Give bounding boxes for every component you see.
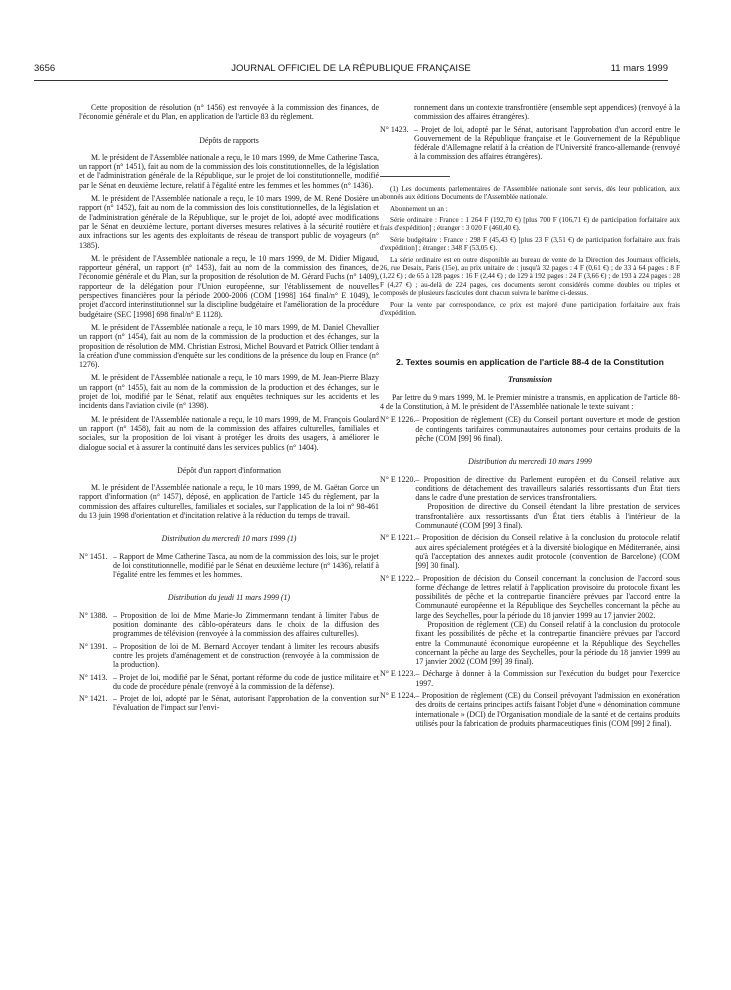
entry-ref: N° 1413. xyxy=(79,672,108,682)
continuation-text: ronnement dans un contexte transfrontière (ensemble sept appendices) (renvoyé à la commission des affaires étrangères). xyxy=(414,103,680,122)
left-column xyxy=(79,103,379,716)
footnote-serie-budgetaire: Série budgétaire : France : 298 F (45,43 €) [plus 23 F (3,51 €) de participation forfaitaire aux frais d'expédition] ; étranger : 348 F (53,05 €). xyxy=(380,235,680,253)
info-paragraph: M. le président de l'Assemblée nationale a reçu, le 10 mars 1999, de M. Gaëtan Gorce un rapport d'information (n° 1457), déposé, en application de l'article 145 du règlement, par la commission des affaires culturelles, familiales et sociales, sur l'application de la loi n° 98-461 du 13 juin 1998 d'orientation et d'incitation relative à la réduction du temps de travail. xyxy=(79,483,379,520)
list-item xyxy=(380,533,680,570)
entry-ref: N° E 1221. xyxy=(380,533,416,543)
right-column xyxy=(380,103,680,731)
footnote-correspondance: Pour la vente par correspondance, ce prix est majoré d'une participation forfaitaire aux frais d'expédition. xyxy=(380,300,680,318)
footnote-serie-ordinaire: Série ordinaire : France : 1 264 F (192,70 €) [plus 700 F (106,71 €) de participation forfaitaire aux frais d'expédition] ; étranger : 3 020 F (460,40 €). xyxy=(380,216,680,233)
depot-paragraph: M. le président de l'Assemblée nationale a reçu, le 10 mars 1999, de M. Didier Migaud, rapporteur général, un rapport (n° 1453), fait au nom de la commission des finances, de l'économie générale et du Plan, sur la proposition de résolution de M. Gérard Fuchs (n° 1409), rapporteur de la délégation pour l'Union européenne, sur l'établissement de nouvelles perspectives financières pour la période 2000-2006 (COM [1998] 164 final/n° E 1049), le projet d'accord interinstitutionnel sur la discipline budgétaire et l'amélioration de la procédure budgétaire (SEC [1998] 698 final/n° E 1128). xyxy=(79,253,379,319)
intro-paragraph: Cette proposition de résolution (n° 1456) est renvoyée à la commission des finances, de l'économie générale et du Plan, en application de l'article 83 du règlement. xyxy=(79,103,379,122)
header-rule xyxy=(34,80,668,81)
entry-text: – Proposition de décision du Conseil concernant la conclusion de l'accord sous forme d'échange de lettres relatif à l'application provisoire du protocole fixant les possibilités de pêche et la contrepartie financière prévues par l'accord entre la Communauté européenne et la République des Seychelles concernant la pêche au large des Seychelles, pour la période du 18 janvier 1999 au 17 janvier 2002. xyxy=(415,573,680,620)
entry-subtext: Proposition de directive du Conseil étendant la libre prestation de services transfrontalière aux ressortissants d'un État tiers établis à l'intérieur de la Communauté (COM [99] 3 final). xyxy=(415,502,680,531)
distribution-heading: Distribution du mercredi 10 mars 1999 xyxy=(468,457,592,467)
entry-body xyxy=(415,475,680,531)
list-item xyxy=(79,694,379,713)
transmission-heading: Transmission xyxy=(508,375,552,385)
page-header xyxy=(34,63,668,77)
depot-paragraph: M. le président de l'Assemblée nationale a reçu, le 10 mars 1999, de Mme Catherine Tasca, un rapport (n° 1451), fait au nom de la commission des lois constitutionnelles, de la législation et de l'administration générale de la République, sur le projet de loi constitutionnelle, modifié par le Sénat en deuxième lecture, relatif à l'égalité entre les femmes et les hommes (n° 1436). xyxy=(79,152,379,190)
entry-ref: N° E 1224. xyxy=(380,691,416,701)
footnote-rule xyxy=(380,176,450,177)
info-heading: Dépôt d'un rapport d'information xyxy=(177,465,281,475)
journal-title: JOURNAL OFFICIEL DE LA RÉPUBLIQUE FRANÇAISE xyxy=(231,63,471,74)
entry-text: – Proposition de règlement (CE) du Conseil portant ouverture et mode de gestion de contingents tarifaires communautaires autonomes pour certains produits de la pêche (COM [99] 96 final). xyxy=(415,415,680,443)
list-item xyxy=(79,552,379,580)
entry-ref: N° E 1226. xyxy=(380,415,416,425)
entry-ref: N° E 1220. xyxy=(380,474,416,484)
depot-paragraph: M. le président de l'Assemblée nationale a reçu, le 10 mars 1999, de M. François Goulard un rapport (n° 1458), fait au nom de la commission des affaires culturelles, familiales et sociales, sur la proposition de loi visant à protéger les droits des usagers, à améliorer le dialogue social et à assurer la continuité dans les services publics (n° 1404). xyxy=(79,414,379,452)
transmission-intro: Par lettre du 9 mars 1999, M. le Premier ministre a transmis, en application de l'article 88-4 de la Constitution, à M. le président de l'Assemblée nationale le texte suivant : xyxy=(380,392,680,412)
entry-text: – Proposition de directive du Parlement européen et du Conseil relative aux conditions de détachement des travailleurs salariés ressortissants d'un État tiers dans le cadre d'une prestation de services transfrontaliers. xyxy=(415,474,680,503)
entry-text: – Proposition de décision du Conseil relative à la conclusion du protocole relatif aux aires spécialement protégées et à la diversité biologique en Méditerranée, ainsi qu'à l'acceptation des annexes audit protocole (convention de Barcelone) (COM [99] 30 final). xyxy=(415,533,680,571)
footnote xyxy=(380,185,680,318)
section-title: 2. Textes soumis en application de l'article 88-4 de la Constitution xyxy=(396,357,664,368)
entry-ref: N° 1451. xyxy=(79,551,108,561)
entry-ref: N° 1391. xyxy=(79,641,108,651)
list-item xyxy=(380,691,680,728)
entry-ref: N° 1421. xyxy=(79,694,108,704)
issue-date: 11 mars 1999 xyxy=(610,63,668,74)
entry-text: – Projet de loi, modifié par le Sénat, portant réforme du code de justice militaire et du code de procédure pénale (renvoyé à la commission de la défense). xyxy=(113,672,379,691)
distribution-heading: Distribution du jeudi 11 mars 1999 (1) xyxy=(167,593,291,603)
list-item xyxy=(380,125,680,162)
depot-paragraph: M. le président de l'Assemblée nationale a reçu, le 10 mars 1999, de M. Jean-Pierre Blazy un rapport (n° 1455), fait au nom de la commission de la production et des échanges, sur le projet de loi, modifié par le Sénat, relatif aux enquêtes techniques sur les accidents et les incidents dans l'aviation civile (n° 1398). xyxy=(79,373,379,411)
entry-text: – Proposition de loi de Mme Marie-Jo Zimmermann tendant à limiter l'abus de position dominante des câblo-opérateurs dans le choix de la diffusion des programmes de télévision (renvoyée à la commission des affaires culturelles). xyxy=(113,610,379,639)
entry-subtext: Proposition de règlement (CE) du Conseil relatif à la conclusion du protocole fixant les possibilités de pêche et la contrepartie financière prévues par l'accord entre la Communauté économique européenne et la République des Seychelles concernant la pêche au large des Seychelles, pour la période du 18 janvier 1999 au 17 janvier 2002 (COM [99] 39 final). xyxy=(415,620,680,667)
list-item xyxy=(380,574,680,667)
list-item xyxy=(380,669,680,688)
list-item xyxy=(79,642,379,670)
entry-ref: N° E 1222. xyxy=(380,573,416,583)
entry-text: – Rapport de Mme Catherine Tasca, au nom de la commission des lois, sur le projet de loi constitutionnelle, modifié par le Sénat en deuxième lecture (n° 1436), relatif à l'égalité entre les femmes et les hommes. xyxy=(113,551,379,580)
entry-text: – Proposition de loi de M. Bernard Accoyer tendant à limiter les recours abusifs contre les projets d'aménagement et de construction (renvoyée à la commission de la production). xyxy=(113,641,379,670)
list-item xyxy=(380,475,680,531)
list-item xyxy=(79,673,379,692)
entry-text: – Projet de loi, adopté par le Sénat, autorisant l'approbation d'un accord entre le Gouvernement de la République française et le Gouvernement de la République fédérale d'Allemagne relatif à la création de l'Université franco-allemande (renvoyé à la commission des affaires étrangères). xyxy=(414,124,680,162)
list-item xyxy=(380,415,680,443)
page-number: 3656 xyxy=(34,63,56,74)
entry-ref: N° 1388. xyxy=(79,610,108,620)
entry-ref: N° E 1223. xyxy=(380,669,416,679)
footnote-vente: La série ordinaire est en outre disponible au bureau de vente de la Direction des Journaux officiels, 26, rue Desaix, Paris (15e), au prix unitaire de : jusqu'à 32 pages : 4 F (0,61 €) ; de 33 à 64 pages : 8 F (1,22 €) ; de 65 à 128 pages : 16 F (2,44 €) ; de 129 à 192 pages : 24 F (3,66 €) ; de 193 à 224 pages : 28 F (4,27 €) ; au-delà de 224 pages, ces documents seront considérés comme doubles ou triples et composés de plusieurs fascicules dont chacun suivra le barème ci-dessus. xyxy=(380,255,680,298)
depots-heading: Dépôts de rapports xyxy=(199,135,259,145)
depot-paragraph: M. le président de l'Assemblée nationale a reçu, le 10 mars 1999, de M. René Dosière un rapport (n° 1452), fait au nom de la commission des lois constitutionnelles, de la législation et de l'administration générale de la République, sur le projet de loi, adopté avec modifications par le Sénat en deuxième lecture, portant diverses mesures relatives à la sécurité routière et aux infractions sur les agents des exploitants de réseau de transport public de voyageurs (n° 1385). xyxy=(79,194,379,250)
entry-body xyxy=(415,574,680,667)
entry-text: – Décharge à donner à la Commission sur l'exécution du budget pour l'exercice 1997. xyxy=(415,669,680,688)
footnote-abonnement: Abonnement un an : xyxy=(390,204,448,213)
entry-text: – Proposition de règlement (CE) du Conseil prévoyant l'admission en exonération des droits de certains principes actifs faisant l'objet d'une « dénomination commune internationale » (DCI) de l'Organisation mondiale de la santé et de certains produits utilisés pour la fabrication de produits pharmaceutiques finis (COM [99] 2 final). xyxy=(415,691,680,728)
entry-ref: N° 1423. xyxy=(380,124,409,134)
footnote-note: (1) Les documents parlementaires de l'Assemblée nationale sont servis, dès leur publication, aux abonnés aux éditions Documents de l'Assemblée nationale. xyxy=(380,184,680,202)
distribution-heading: Distribution du mercredi 10 mars 1999 (1) xyxy=(161,534,297,544)
list-item xyxy=(79,611,379,639)
entry-text: – Projet de loi, adopté par le Sénat, autorisant l'approbation de la convention sur l'évaluation de l'impact sur l'envi- xyxy=(113,694,379,713)
depot-paragraph: M. le président de l'Assemblée nationale a reçu, le 10 mars 1999, de M. Daniel Chevallier un rapport (n° 1454), fait au nom de la commission de la production et des échanges, sur la proposition de résolution de MM. Christian Estrosi, Michel Bouvard et Patrick Ollier tendant à la création d'une commission d'enquête sur les conditions de la présence du loup en France (n° 1276). xyxy=(79,322,379,370)
